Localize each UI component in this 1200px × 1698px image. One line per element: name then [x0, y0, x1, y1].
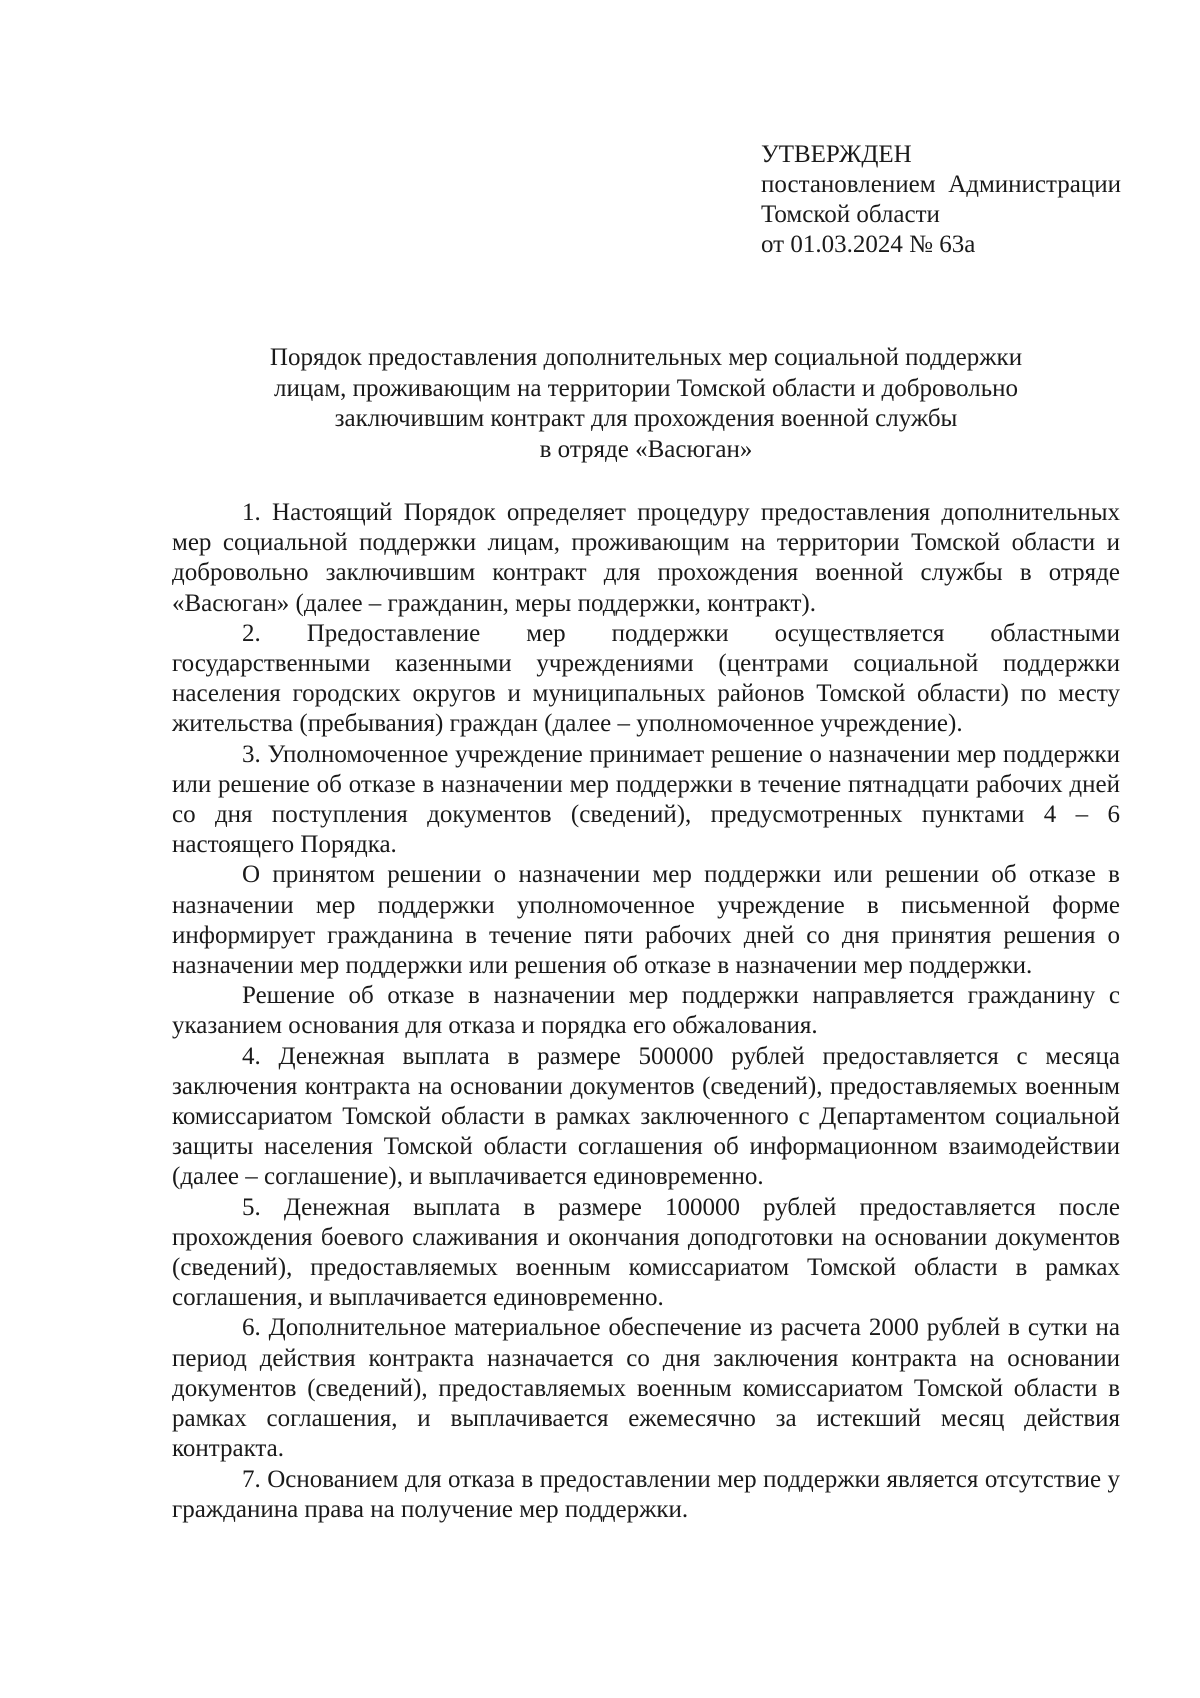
paragraph-3: 3. Уполномоченное учреждение принимает решение о назначении мер поддержки или решение об отказе в назначении мер поддержки в течение пятнадцати рабочих дней со дня поступления документов (сведений), предусмотренных пунктами 4 – 6 настоящего Порядка. [172, 740, 1120, 859]
title-line-3: заключившим контракт для прохождения военной службы [334, 405, 958, 432]
approval-stamp-block [761, 140, 1121, 260]
title-line-2: лицам, проживающим на территории Томской области и добровольно [273, 374, 1019, 402]
paragraph-2: 2. Предоставление мер поддержки осуществляется областными государственными казенными учреждениями (центрами социальной поддержки населения городских округов и муниципальных районов Томской области) по месту жительства (пребывания) граждан (далее – уполномоченное учреждение). [172, 619, 1120, 738]
document-title [172, 343, 1120, 465]
title-line-4: в отряде «Васюган» [539, 435, 753, 463]
paragraph-5: 5. Денежная выплата в размере 100000 рублей предоставляется после прохождения боевого слаживания и окончания доподготовки на основании документов (сведений), предоставляемых военным комиссариатом Томской области в рамках соглашения, и выплачивается единовременно. [172, 1193, 1120, 1312]
paragraph-1: 1. Настоящий Порядок определяет процедуру предоставления дополнительных мер социальной поддержки лицам, проживающим на территории Томской области и добровольно заключившим контракт для прохождения военной службы в отряде «Васюган» (далее – гражданин, меры поддержки, контракт). [172, 499, 1120, 617]
paragraph-3-refusal: Решение об отказе в назначении мер поддержки направляется гражданину с указанием основания для отказа и порядка его обжалования. [172, 982, 1120, 1040]
paragraph-4: 4. Денежная выплата в размере 500000 рублей предоставляется с месяца заключения контракта на основании документов (сведений), предоставляемых военным комиссариатом Томской области в рамках заключенного с Департаментом социальной защиты населения Томской области соглашения об информационном взаимодействии (далее – соглашение), и выплачивается единовременно. [172, 1042, 1120, 1191]
paragraph-3-notice: О принятом решении о назначении мер поддержки или решении об отказе в назначении мер поддержки уполномоченное учреждение в письменной форме информирует гражданина в течение пяти рабочих дней со дня принятия решения о назначении мер поддержки или решения об отказе в назначении мер поддержки. [172, 861, 1120, 980]
approval-heading: УТВЕРЖДЕН [761, 141, 912, 168]
title-line-1: Порядок предоставления дополнительных мер социальной поддержки [269, 344, 1023, 371]
paragraph-6: 6. Дополнительное материальное обеспечение из расчета 2000 рублей в сутки на период действия контракта назначается со дня заключения контракта на основании документов (сведений), предоставляемых военным комиссариатом Томской области в рамках соглашения, и выплачивается ежемесячно за истекший месяц действия контракта. [172, 1314, 1120, 1463]
approval-issuer: постановлением Администрации [761, 171, 1121, 198]
approval-region: Томской области [761, 201, 940, 228]
approval-date-number: от 01.03.2024 № 63а [761, 231, 976, 258]
paragraph-7: 7. Основанием для отказа в предоставлении мер поддержки является отсутствие у гражданина права на получение мер поддержки. [172, 1465, 1120, 1523]
document-body [172, 498, 1120, 1525]
